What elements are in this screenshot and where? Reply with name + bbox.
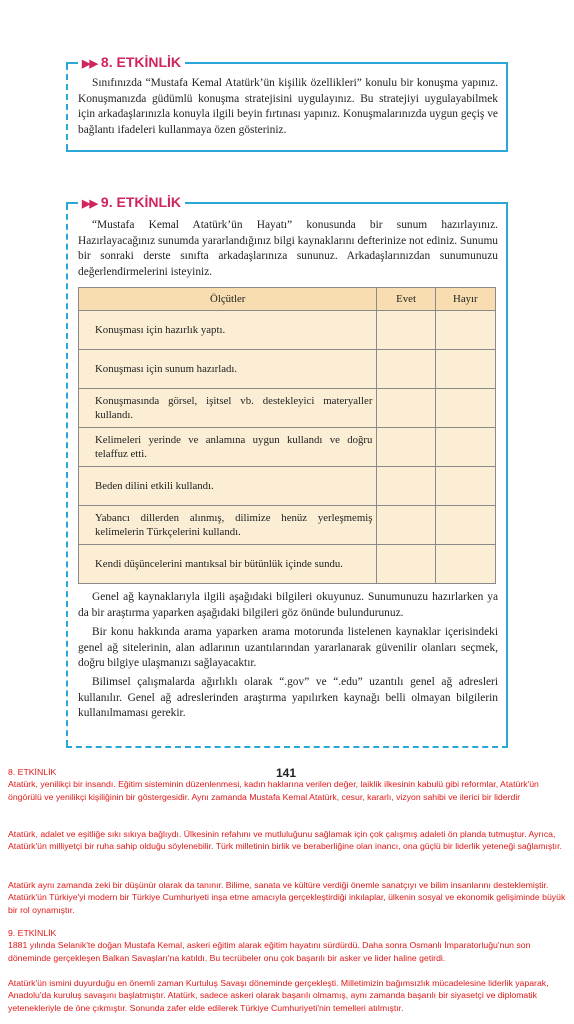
note-paragraph-2: Atatürk, adalet ve eşitliğe sıkı sıkıya bağlıydı. Ülkesinin refahını ve mutluluğunu sağlamak için çok çalışmış adaleti ön planda tutmuştur. Ayrıca, Atatürk'ün milliyetçi bir ruha sahip olduğu söylenebilir. Türk milletinin birlik ve beraberliğine olan inancı, ona güçlü bir liderlik yeteneği sağlamıştır. bbox=[8, 829, 562, 852]
no-cell[interactable] bbox=[435, 467, 495, 506]
no-cell[interactable] bbox=[435, 506, 495, 545]
table-row bbox=[79, 350, 496, 389]
header-no: Hayır bbox=[435, 288, 495, 311]
no-cell[interactable] bbox=[435, 545, 495, 584]
criterion-cell: Beden dilini etkili kullandı. bbox=[79, 467, 377, 506]
page-number: 141 bbox=[276, 766, 297, 780]
note-activity9 bbox=[8, 927, 570, 964]
no-cell[interactable] bbox=[435, 350, 495, 389]
yes-cell[interactable] bbox=[377, 311, 435, 350]
no-cell[interactable] bbox=[435, 311, 495, 350]
header-criteria: Ölçütler bbox=[79, 288, 377, 311]
yes-cell[interactable] bbox=[377, 545, 435, 584]
note-paragraph-3: Atatürk aynı zamanda zeki bir düşünür olarak da tanınır. Bilime, sanata ve kültüre verdiği önemle sanatçıyı ve bilim insanlarını desteklemiştir. Atatürk'ün Türkiye'yi modern bir Türkiye Cumhuriyeti inşa etme amacıyla gerçekleştirdiği inkılaplar, ülkenin sosyal ve ekonomik gelişiminde büyük bir rol oynamıştır. bbox=[8, 880, 566, 915]
activity9-heading bbox=[78, 194, 185, 212]
activity9-paragraph-2: Bir konu hakkında arama yaparken arama motorunda listelenen kaynaklar içerisindeki genel ağ sitelerinin, alan adlarının uzantılarından yararlanarak güvenilir olanları seçmek, doğru bilgiye ulaşmanızı sağlayacaktır. bbox=[78, 626, 498, 670]
note-paragraph-5: Atatürk'ün ismini duyurduğu en önemli zaman Kurtuluş Savaşı döneminde gerçekleşti. Milletimizin bağımsızlık mücadelesine liderlik yaparak, Anadolu'da kuruluş savaşını başlatmıştır. Atatürk, sadece askeri olarak başarılı olmamış, aynı zamanda başarılı bir siyasetçi ve diplomatik yetenekleriyle de öne çıkmıştır. Sonunda zafer elde edilerek Türkiye Cumhuriyeti'nin temelleri atılmıştır. bbox=[8, 978, 549, 1013]
yes-cell[interactable] bbox=[377, 506, 435, 545]
table-row bbox=[79, 428, 496, 467]
criterion-cell: Kendi düşüncelerini mantıksal bir bütünlük içinde sundu. bbox=[79, 545, 377, 584]
yes-cell[interactable] bbox=[377, 389, 435, 428]
table-header-row bbox=[79, 288, 496, 311]
yes-cell[interactable] bbox=[377, 467, 435, 506]
table-row bbox=[79, 467, 496, 506]
activity8-text: Sınıfınızda “Mustafa Kemal Atatürk’ün kişilik özellikleri” konulu bir konuşma yapınız. Konuşmanızda güdümlü konuşma stratejisini uygulayınız. Bu stratejiyi uygulayabilmek için arkadaşlarınızla konuyla ilgili beyin fırtınası yapınız. Konuşmalarınızda uygun geçiş ve bağlantı ifadeleri kullanmaya özen gösteriniz. bbox=[78, 77, 498, 136]
criterion-cell: Konuşmasında görsel, işitsel vb. destekleyici materyaller kullandı. bbox=[79, 389, 377, 428]
table-row bbox=[79, 506, 496, 545]
activity9-paragraph-3: Bilimsel çalışmalarda ağırlıklı olarak “.gov” ve “.edu” uzantılı genel ağ adresleri kullanılır. Genel ağ adreslerinden araştırma yapılırken kaynağı belli olmayan bilgilerin kullanılmaması gerekir. bbox=[78, 676, 498, 720]
criterion-cell: Kelimeleri yerinde ve anlamına uygun kullandı ve doğru telaffuz etti. bbox=[79, 428, 377, 467]
activity9-title: 9. ETKİNLİK bbox=[100, 194, 182, 210]
activity9-intro: “Mustafa Kemal Atatürk’ün Hayatı” konusunda bir sunum hazırlayınız. Hazırlayacağınız sunumda yararlandığınız bilgi kaynaklarını defterinize not ediniz. Sunumu bir sonraki derste sınıfta arkadaşlarınıza sununuz. Arkadaşlarınızdan sunumunuzu değerlendirmelerini isteyiniz. bbox=[78, 219, 498, 278]
double-arrow-icon: ▶▶ bbox=[82, 198, 97, 210]
criterion-cell: Yabancı dillerden alınmış, dilimize henüz yerleşmemiş kelimelerin Türkçelerini kullandı. bbox=[79, 506, 377, 545]
activity8-heading bbox=[78, 54, 185, 72]
criterion-cell: Konuşması için sunum hazırladı. bbox=[79, 350, 377, 389]
criterion-cell: Konuşması için hazırlık yaptı. bbox=[79, 311, 377, 350]
activity9-paragraph-1: Genel ağ kaynaklarıyla ilgili aşağıdaki bilgileri okuyunuz. Sunumunuzu hazırlarken ya da bir araştırma yaparken aşağıdaki bilgileri göz önünde bulundurunuz. bbox=[78, 591, 498, 619]
table-row bbox=[79, 389, 496, 428]
yes-cell[interactable] bbox=[377, 350, 435, 389]
table-row bbox=[79, 311, 496, 350]
table-row bbox=[79, 545, 496, 584]
note-activity8 bbox=[8, 766, 570, 803]
header-yes: Evet bbox=[377, 288, 435, 311]
double-arrow-icon: ▶▶ bbox=[82, 58, 97, 70]
criteria-table bbox=[78, 287, 496, 584]
note-activity8-title: 8. ETKİNLİK bbox=[8, 767, 57, 777]
note-activity9-text: 1881 yılında Selanik'te doğan Mustafa Kemal, askeri eğitim alarak eğitim hayatını sürdürdü. Daha sonra Osmanlı İmparatorluğu'nun son döneminde gerçekleşen Balkan Savaşları'na katıldı. Bu tecrübeler onu çok başarılı bir asker ve lider haline getirdi. bbox=[8, 940, 531, 963]
note-activity8-text: Atatürk, yenilikçi bir insandı. Eğitim sisteminin düzenlenmesi, kadın haklarına verilen değer, laiklik ilkesinin kabulü gibi reformlar, Atatürk'ün öngörülü ve yenilikçi kişiliğinin bir göstergesidir. Aynı zamanda Mustafa Kemal Atatürk, cesur, kararlı, vizyon sahibi ve ilerici bir liderdir bbox=[8, 779, 539, 802]
activity8-title: 8. ETKİNLİK bbox=[100, 54, 182, 70]
no-cell[interactable] bbox=[435, 389, 495, 428]
no-cell[interactable] bbox=[435, 428, 495, 467]
note-activity9-title: 9. ETKİNLİK bbox=[8, 928, 57, 938]
yes-cell[interactable] bbox=[377, 428, 435, 467]
